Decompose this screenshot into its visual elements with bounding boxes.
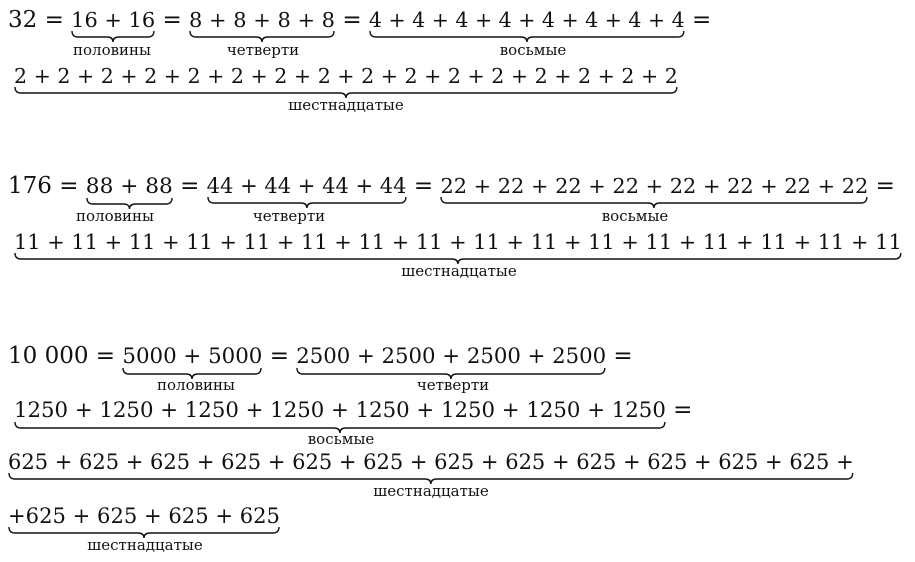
example1-halves-expression: 16 + 16 [71,8,156,32]
example3-line4 [8,502,280,530]
example3-eighths-expression: 1250 + 1250 + 1250 + 1250 + 1250 + 1250 + 1250 + 1250 [14,398,666,423]
example3-eighths-label: восьмые [307,430,375,448]
example3-sixteenths-expression-2: +625 + 625 + 625 + 625 [8,503,280,528]
example1-prefix: 32 = [8,7,64,33]
equals-sign: = [269,343,289,369]
equals-sign: = [180,173,200,199]
example3-sixteenths-label-1: шестнадцатые [373,482,489,500]
example3-quarters-expression: 2500 + 2500 + 2500 + 2500 [296,344,607,369]
example1-quarters-group [189,6,335,34]
example1-halves-label: половины [73,41,151,59]
example2-sixteenths-group [14,228,902,256]
equals-sign: = [162,7,182,33]
example2-halves-group [86,173,173,201]
equals-sign: = [692,7,712,33]
example1-quarters-expression: 8 + 8 + 8 + 8 [189,8,335,32]
example2-sixteenths-expression: 11 + 11 + 11 + 11 + 11 + 11 + 11 + 11 + 11 + 11 + 11 + 11 + 11 + 11 + 11 + 11 [14,230,902,254]
example3-prefix: 10 000 = [8,343,116,369]
example1-halves-group [71,6,155,34]
example3-halves-group [122,343,262,371]
equals-sign: = [875,173,895,199]
example3-halves-label: половины [157,376,235,394]
example2-line2 [14,228,902,256]
example2-sixteenths-label: шестнадцатые [401,262,517,280]
example3-sixteenths-group-1 [8,448,854,476]
example2-line1 [8,172,895,201]
example2-prefix: 176 = [8,173,79,199]
example3-line2 [14,396,692,425]
example1-line1 [8,6,711,34]
example2-eighths-label: восьмые [601,207,669,225]
example2-halves-expression: 88 + 88 [85,174,173,199]
example1-sixteenths-label: шестнадцатые [288,96,404,114]
example3-line3 [8,448,854,476]
equals-sign: = [673,397,693,423]
equals-sign: = [413,173,434,199]
example1-quarters-label: четверти [226,41,300,59]
example2-quarters-group [207,172,407,200]
example2-quarters-expression: 44 + 44 + 44 + 44 [206,173,407,198]
example2-halves-label: половины [76,207,154,225]
example3-eighths-group [14,397,666,425]
example1-sixteenths-group [14,62,678,90]
example3-quarters-label: четверти [416,376,490,394]
equals-sign: = [342,7,362,33]
example1-eighths-expression: 4 + 4 + 4 + 4 + 4 + 4 + 4 + 4 [368,8,685,32]
example1-eighths-group [369,6,685,34]
example1-line2 [14,62,678,90]
example3-line1 [8,342,633,371]
example3-sixteenths-group-2 [8,502,280,530]
example2-eighths-expression: 22 + 22 + 22 + 22 + 22 + 22 + 22 + 22 [440,174,869,198]
example3-quarters-group [296,343,606,371]
example2-quarters-label: четверти [252,207,326,225]
example1-eighths-label: восьмые [499,41,567,59]
equals-sign: = [613,343,633,369]
example3-sixteenths-label-2: шестнадцатые [87,536,203,554]
example1-sixteenths-expression: 2 + 2 + 2 + 2 + 2 + 2 + 2 + 2 + 2 + 2 + 2 + 2 + 2 + 2 + 2 + 2 [14,64,678,88]
example3-halves-expression: 5000 + 5000 [122,344,263,369]
example3-sixteenths-expression-1: 625 + 625 + 625 + 625 + 625 + 625 + 625 + 625 + 625 + 625 + 625 + 625 + [8,449,854,474]
example2-eighths-group [440,172,868,200]
